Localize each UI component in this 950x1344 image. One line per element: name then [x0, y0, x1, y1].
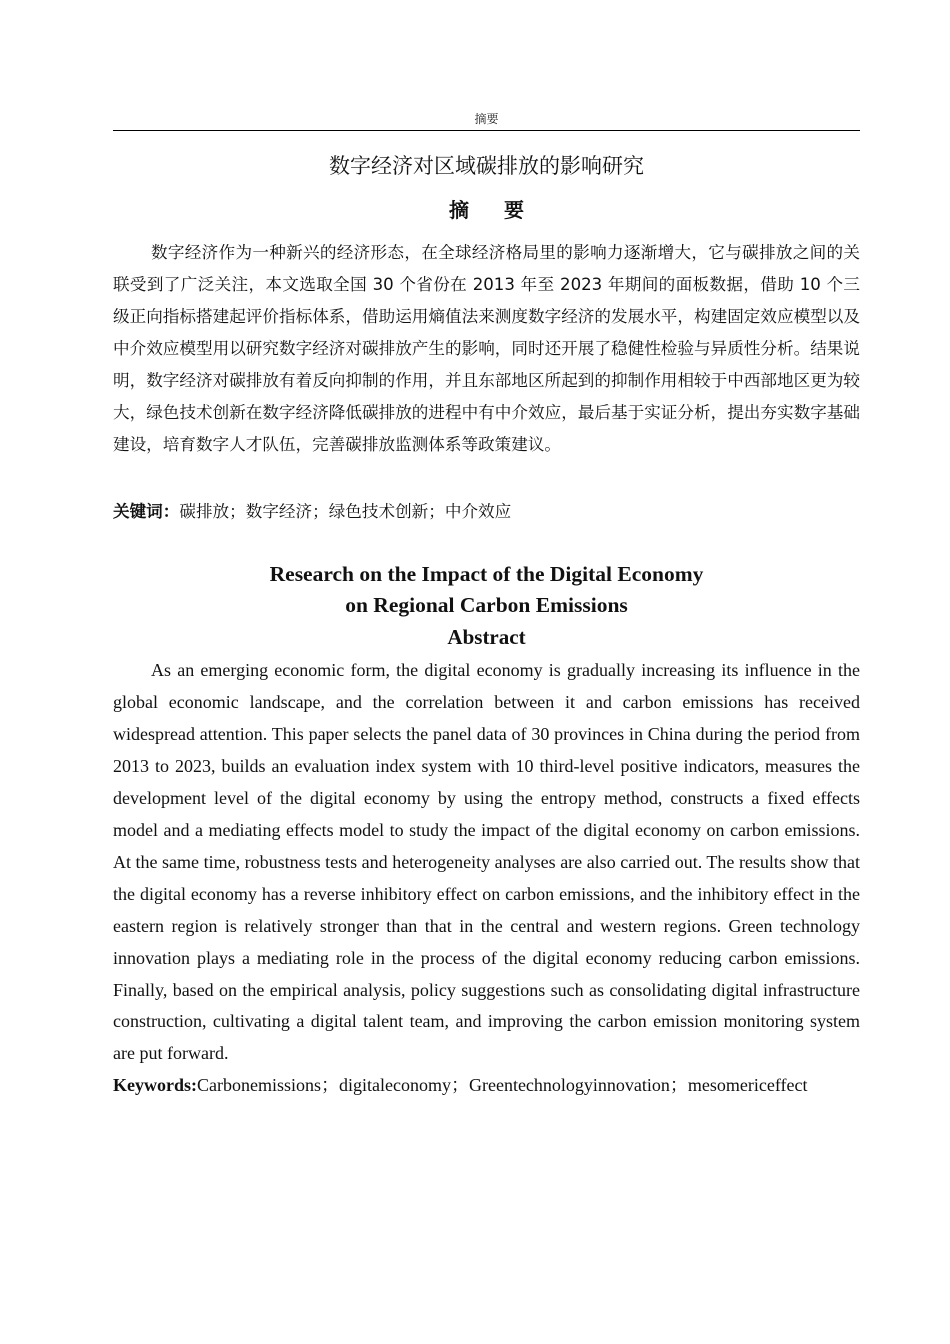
chinese-abstract-body: 数字经济作为一种新兴的经济形态，在全球经济格局里的影响力逐渐增大，它与碳排放之间的关联受到了广泛关注，本文选取全国 30 个省份在 2013 年至 2023 年期间的面板数据，借助 10 个三级正向指标搭建起评价指标体系，借助运用熵值法来测度数字经济的发展水平，构建固定效应模型以及中介效应模型用以研究数字经济对碳排放产生的影响，同时还开展了稳健性检验与异质性分析。结果说明，数字经济对碳排放有着反向抑制的作用，并且东部地区所起到的抑制作用相较于中西部地区更为较大，绿色技术创新在数字经济降低碳排放的进程中有中介效应，最后基于实证分析，提出夯实数字基础建设，培育数字人才队伍，完善碳排放监测体系等政策建议。 [113, 243, 860, 454]
english-abstract-body: As an emerging economic form, the digital economy is gradually increasing its influence in the global economic landscape, and the correlation between it and carbon emissions has received widespread attention. This paper selects the panel data of 30 provinces in China during the period from 2013 to 2023, builds an evaluation index system with 10 third-level positive indicators, measures the development level of the digital economy by using the entropy method, constructs a fixed effects model and a mediating effects model to study the impact of the digital economy on carbon emissions. At the same time, robustness tests and heterogeneity analyses are also carried out. The results show that the digital economy has a reverse inhibitory effect on carbon emissions, and the inhibitory effect in the eastern region is relatively stronger than that in the central and western regions. Green technology innovation plays a mediating role in the process of the digital economy reducing carbon emissions. Finally, based on the empirical analysis, policy suggestions such as consolidating digital infrastructure construction, cultivating a digital talent team, and improving the carbon emission monitoring system are put forward. [113, 660, 860, 1064]
chinese-title: 数字经济对区域碳排放的影响研究 [329, 154, 644, 178]
chinese-abstract-heading: 摘 要 [449, 198, 538, 222]
english-title [113, 559, 860, 621]
chinese-keywords [113, 496, 860, 528]
english-title-line2: on Regional Carbon Emissions [345, 593, 628, 617]
english-keywords-list: Carbonemissions；digitaleconomy；Greentechnologyinnovation；mesomericeffect [197, 1075, 808, 1095]
english-keywords-label: Keywords: [113, 1075, 197, 1095]
chinese-keywords-list: 碳排放；数字经济；绿色技术创新；中介效应 [179, 502, 512, 521]
english-abstract-heading: Abstract [447, 625, 526, 649]
english-keywords [113, 1070, 873, 1101]
running-header: 摘要 [474, 112, 499, 126]
english-title-line1: Research on the Impact of the Digital Economy [269, 562, 704, 586]
header-rule [113, 130, 860, 131]
chinese-keywords-label: 关键词： [113, 502, 180, 521]
